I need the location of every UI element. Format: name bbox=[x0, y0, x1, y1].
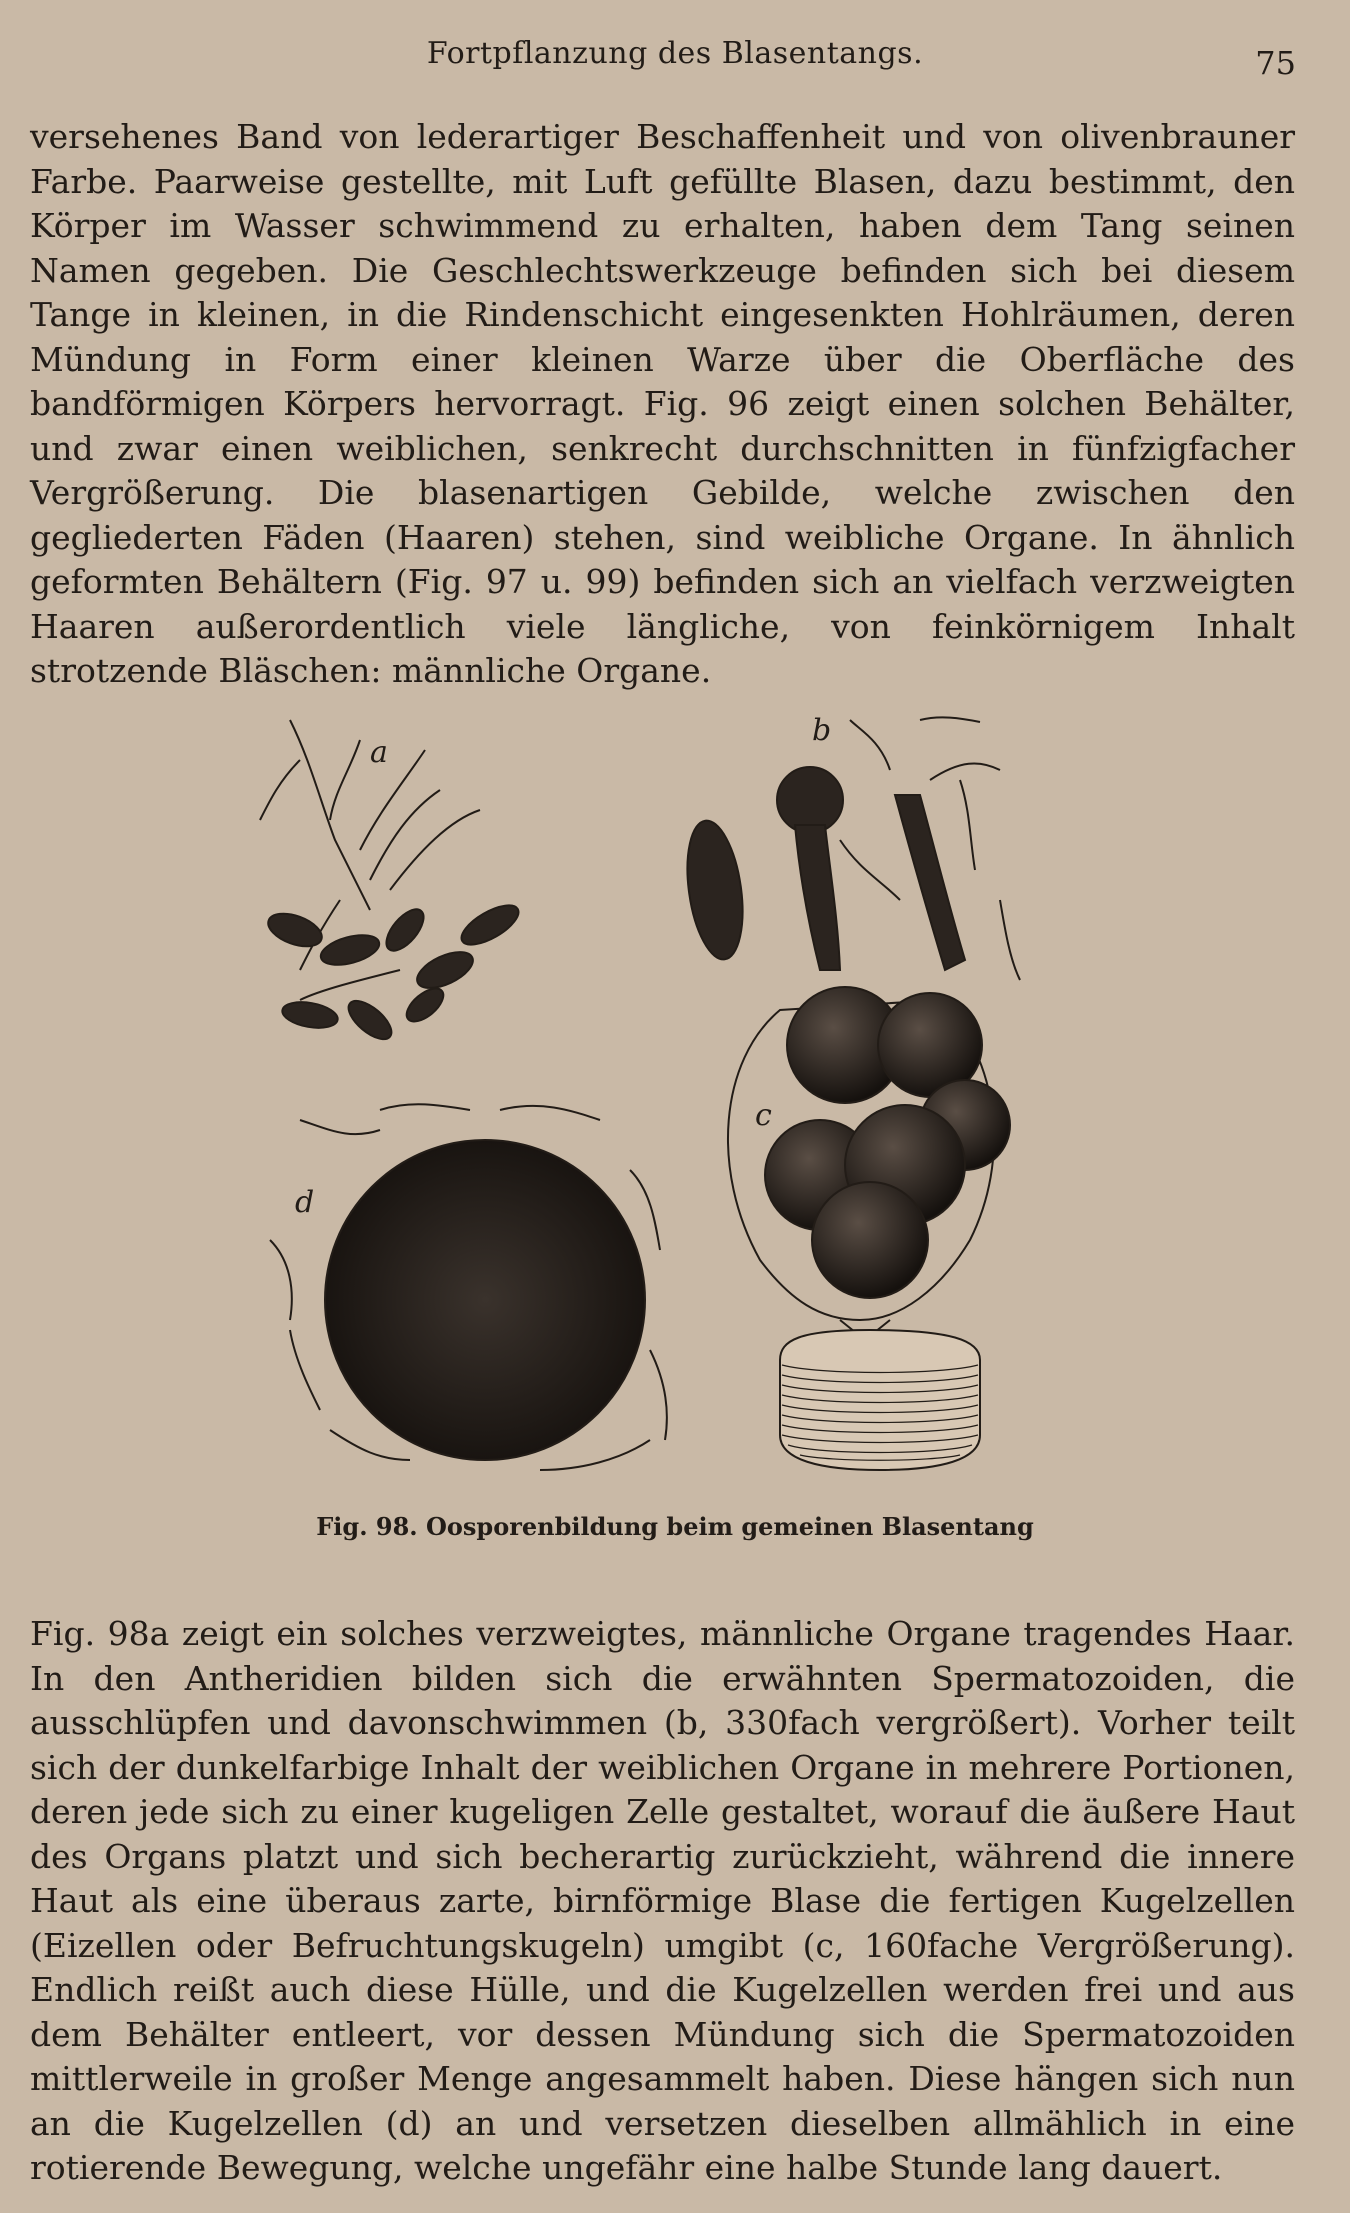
panel-c-oogonium bbox=[728, 987, 1010, 1470]
panel-label-d: d bbox=[295, 1185, 315, 1220]
panel-label-c: c bbox=[755, 1098, 772, 1133]
panel-label-a: a bbox=[370, 735, 388, 770]
panel-a-branched-hair bbox=[260, 720, 524, 1046]
paragraph-1: versehenes Band von lederartiger Beschaffenheit und von olivenbrauner Farbe. Paarweise gestellte, mit Luft gefüllte Blasen, dazu bestimmt, den Körper im Wasser schwimmend zu erhalten, haben dem Tang seinen Namen gegeben. Die Geschlechtswerkzeuge befinden sich bei diesem Tange in kleinen, in die Rindenschicht eingesenkten Hohlräumen, deren Mündung in Form einer kleinen Warze über die Oberfläche des bandförmigen Körpers hervorragt. Fig. 96 zeigt einen solchen Behälter, und zwar einen weiblichen, senkrecht durchschnitten in fünfzigfacher Vergrößerung. Die blasenartigen Gebilde, welche zwischen den gegliederten Fäden (Haaren) stehen, sind weibliche Organe. In ähnlich geformten Behältern (Fig. 97 u. 99) befinden sich an vielfach verzweigten Haaren außerordentlich viele längliche, von feinkörnigem Inhalt strotzende Bläschen: männliche Organe. bbox=[30, 117, 1295, 690]
panel-b-spermatozoids bbox=[680, 717, 1020, 980]
figure-illustration bbox=[240, 700, 1110, 1500]
figure-caption: Fig. 98. Oosporenbildung beim gemeinen Blasentang bbox=[316, 1512, 1034, 1541]
figure-98 bbox=[240, 700, 1110, 1500]
running-title: Fortpflanzung des Blasentangs. bbox=[426, 36, 924, 71]
page-number: 75 bbox=[1255, 44, 1296, 82]
panel-d-egg-cell bbox=[270, 1104, 667, 1470]
panel-label-b: b bbox=[812, 713, 832, 748]
paragraph-2: Fig. 98a zeigt ein solches verzweigtes, männliche Organe tragendes Haar. In den Antheridien bilden sich die erwähnten Spermatozoiden, die ausschlüpfen und davonschwimmen (b, 330fach vergrößert). Vorher teilt sich der dunkelfarbige Inhalt der weiblichen Organe in mehrere Portionen, deren jede sich zu einer kugeligen Zelle gestaltet, worauf die äußere Haut des Organs platzt und sich becherartig zurückzieht, während die innere Haut als eine überaus zarte, birnförmige Blase die fertigen Kugelzellen (Eizellen oder Befruchtungskugeln) umgibt (c, 160fache Vergrößerung). Endlich reißt auch diese Hülle, und die Kugelzellen werden frei und aus dem Behälter entleert, vor dessen Mündung sich die Spermatozoiden mittlerweile in großer Menge angesammelt haben. Diese hängen sich nun an die Kugelzellen (d) an und versetzen dieselben allmählich in eine rotierende Bewegung, welche ungefähr eine halbe Stunde lang dauert. bbox=[30, 1614, 1295, 2187]
